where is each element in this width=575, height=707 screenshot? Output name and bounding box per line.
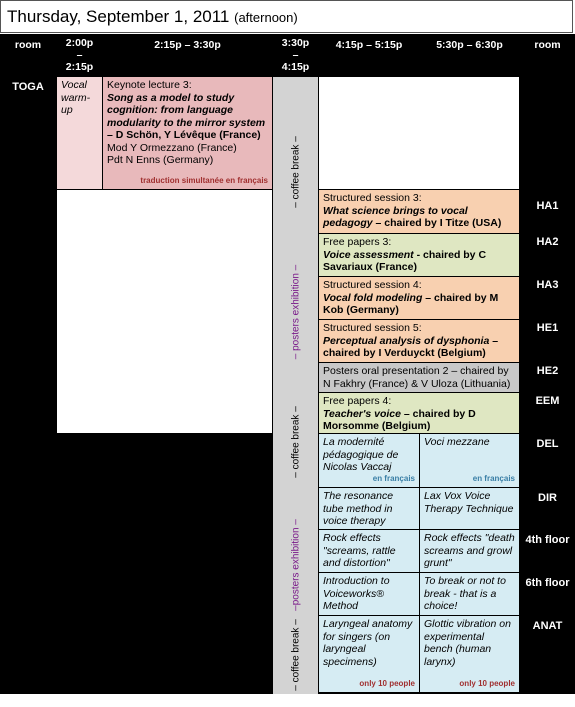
title-bar [0, 0, 573, 33]
workshop-4th-b: Rock effects "death screams and growl grunt" [420, 530, 519, 572]
keynote-moderator: Mod Y Ormezzano (France) [107, 141, 237, 154]
workshop-6th-a: Introduction to Voiceworks® Method [319, 573, 419, 615]
workshop-4th-a: Rock effects "screams, rattle and distortion" [319, 530, 419, 572]
room-ha3: HA3 [536, 279, 559, 291]
room-anat: ANAT [532, 620, 563, 632]
del-a-note: en français [373, 473, 415, 486]
workshop-dir-a: The resonance tube method in voice therapy [319, 488, 419, 529]
session-he2: Posters oral presentation 2 – chaired by N Fakhry (France) & V Uloza (Lithuania) [319, 363, 519, 392]
anat-b-note: only 10 people [459, 678, 515, 688]
header-room-left: room [14, 39, 42, 51]
header-room-right: room [534, 39, 561, 51]
keynote-speakers: – D Schön, Y Lévêque (France) [107, 129, 261, 141]
header-time-1-end: 2:15p [65, 61, 94, 73]
session-he1: Structured session 5: Perceptual analysis of dysphonia – chaired by I Verduyckt (Belgium) [319, 320, 519, 362]
room-del: DEL [536, 438, 559, 450]
room-ha1: HA1 [536, 200, 559, 212]
room-eem: EEM [535, 395, 560, 407]
workshop-dir-b: Lax Vox Voice Therapy Technique [420, 488, 519, 529]
keynote-title: Song as a model to study cognition: from language modularity to the mirror system [107, 91, 266, 129]
header-time-1 [57, 34, 102, 76]
del-b-note: en français [473, 473, 515, 486]
date-text: Thursday, September 1, 2011 [7, 7, 230, 26]
toga-empty-slot [319, 77, 519, 189]
workshop-anat-a: Laryngeal anatomy for singers (on laryngeal specimens) only 10 people [319, 616, 419, 692]
workshop-del-a: La modernité pédagogique de Nicolas Vaccaj en français [319, 434, 419, 487]
room-he1: HE1 [536, 322, 559, 334]
header-time-3 [273, 34, 318, 76]
coffee-break-2: – coffee break – [290, 406, 301, 478]
session-eem: Free papers 4: Teacher's voice – chaired by D Morsomme (Belgium) [319, 393, 519, 433]
coffee-break-1: – coffee break – [290, 136, 301, 208]
room-toga: TOGA [12, 81, 44, 93]
session-ha2: Free papers 3: Voice assessment - chaired by C Savariaux (France) [319, 234, 519, 276]
workshop-6th-b: To break or not to break - that is a choice! [420, 573, 519, 615]
vocal-warmup: Vocal warm-up [57, 77, 102, 189]
header-time-1-start: 2:00p [65, 37, 94, 49]
workshop-del-b: Voci mezzane en français [420, 434, 519, 487]
coffee-break-3: – coffee break – [290, 618, 301, 691]
toga-room-right-empty [520, 77, 575, 189]
keynote-label: Keynote lecture 3: [107, 79, 192, 91]
room-6th-floor: 6th floor [525, 577, 570, 589]
time-of-day: (afternoon) [234, 10, 298, 25]
header-time-1-dash: – [76, 49, 83, 61]
session-ha3: Structured session 4: Vocal fold modeling – chaired by M Kob (Germany) [319, 277, 519, 319]
room-dir: DIR [538, 492, 557, 504]
anat-a-note: only 10 people [359, 678, 415, 688]
workshop-anat-b: Glottic vibration on experimental bench (human larynx) only 10 people [420, 616, 519, 692]
room-4th-floor: 4th floor [525, 534, 570, 546]
coffee-break-column [273, 77, 318, 694]
keynote-lecture [103, 77, 272, 189]
keynote-president: Pdt N Enns (Germany) [107, 154, 214, 166]
header-time-4: 4:15p – 5:15p [335, 39, 403, 51]
posters-exhibition-2: –posters exhibition – [290, 518, 301, 611]
page-title [7, 7, 298, 27]
translation-note: traduction simultanée en français [140, 175, 268, 185]
header-time-5: 5:30p – 6:30p [436, 39, 503, 51]
room-he2: HE2 [536, 365, 559, 377]
header-time-3-end: 4:15p [281, 61, 310, 73]
left-empty-area [57, 190, 272, 433]
header-time-2: 2:15p – 3:30p [154, 39, 221, 51]
room-ha2: HA2 [536, 236, 559, 248]
header-time-3-start: 3:30p [281, 37, 310, 49]
header-time-3-dash: – [292, 49, 299, 61]
posters-exhibition-1: – posters exhibition – [290, 264, 301, 360]
schedule-grid [0, 34, 575, 694]
session-ha1: Structured session 3: What science brings to vocal pedagogy – chaired by I Titze (USA) [319, 190, 519, 233]
